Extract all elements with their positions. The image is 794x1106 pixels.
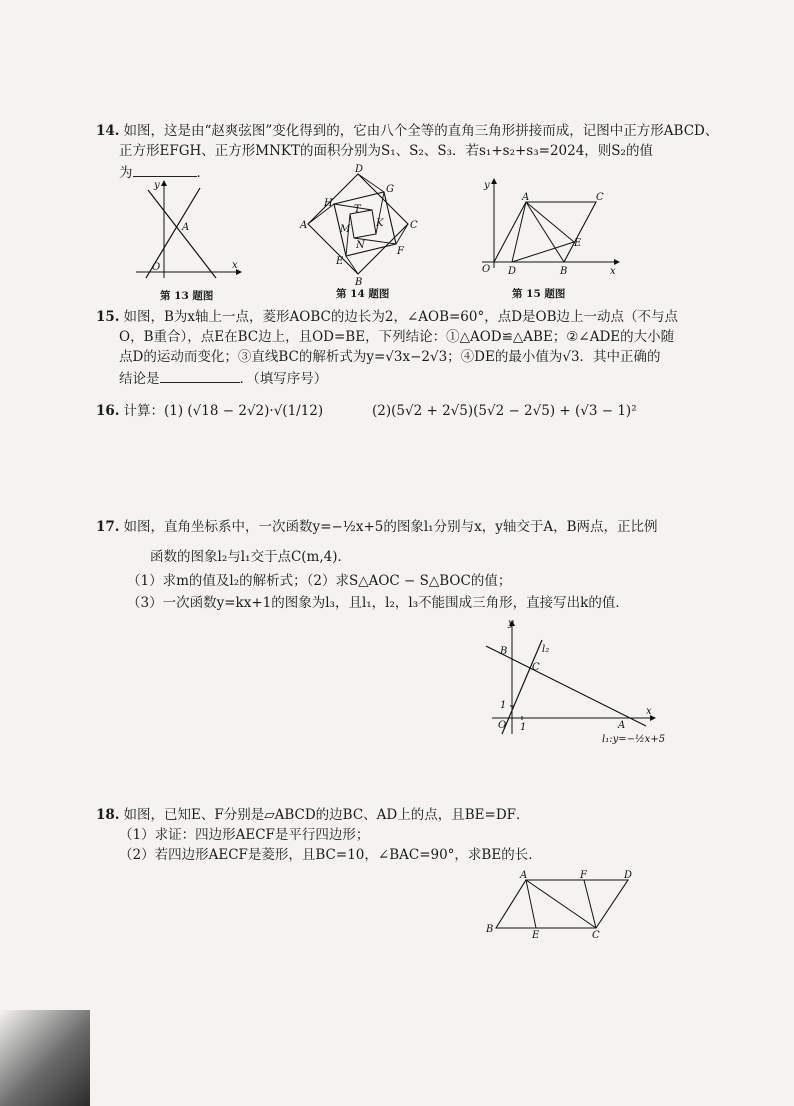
fig14-label-k: K <box>376 218 384 229</box>
q17-line4: （3）一次函数y=kx+1的图象为l₃，且l₁，l₂，l₃不能围成三角形，直接写出k的值． <box>127 595 629 611</box>
fig17-label-x: x <box>646 706 652 717</box>
q15-number: 15. <box>96 309 120 325</box>
q17-line3: （1）求m的值及l₂的解析式；（2）求S△AOC − S△BOC的值； <box>127 573 512 589</box>
q14-line2: 正方形EFGH、正方形MNKT的面积分别为S₁、S₂、S₃．若s₁+s₂+s₃=2024，则S₂的值 <box>119 143 653 159</box>
figure-17 <box>478 618 668 744</box>
q14-answer-blank[interactable] <box>133 162 197 177</box>
fig18-label-b: B <box>486 924 494 935</box>
fig13-label-o: O <box>152 262 161 273</box>
fig15-label-e: E <box>574 238 582 249</box>
fig17-label-y: y <box>508 618 514 629</box>
q16-number: 16. <box>96 403 120 419</box>
q17-number: 17. <box>96 519 120 535</box>
fig14-label-f: F <box>397 246 404 257</box>
q16-part1: 计算：(1) (√18 − 2√2)·√(1/12) <box>123 403 324 419</box>
fig18-parallelogram-abcd <box>496 880 628 928</box>
fig18-label-f: F <box>580 870 587 881</box>
fig15-label-c: C <box>596 192 604 203</box>
q17-line2: 函数的图象l₂与l₁交于点C(m,4)． <box>150 549 352 565</box>
fig14-label-e: E <box>336 256 344 267</box>
fig17-label-c: C <box>532 662 540 673</box>
fig14-label-b: B <box>355 277 363 288</box>
fig13-label-x: x <box>232 260 238 271</box>
fig14-label-d: D <box>355 164 364 175</box>
q18-line1: 18. 如图，已知E、F分别是▱ABCD的边BC、AD上的点，且BE=DF． <box>96 807 530 823</box>
q14-line3: 为 ． <box>119 162 210 182</box>
q18-line2: （1）求证：四边形AECF是平行四边形； <box>119 827 370 843</box>
fig13-label-y: y <box>154 180 160 191</box>
fig14-label-h: H <box>324 198 333 209</box>
q17-line1: 17. 如图，直角坐标系中，一次函数y=−½x+5的图象l₁分别与x，y轴交于A，B两点，正比例 <box>96 519 658 535</box>
fig15-label-d: D <box>508 266 517 277</box>
fig15-label-y: y <box>484 180 490 191</box>
fig13-label-a: A <box>182 222 190 233</box>
q15-line3: 点D的运动而变化；③直线BC的解析式为y=√3x−2√3；④DE的最小值为√3．其中正确的 <box>119 349 661 365</box>
figure-13 <box>128 178 243 280</box>
fig14-label-a: A <box>300 220 308 231</box>
figure-14 <box>300 164 420 288</box>
fig14-caption: 第 14 题图 <box>336 288 390 300</box>
q14-number: 14. <box>96 123 120 139</box>
fig17-label-one-y: 1 <box>500 700 507 711</box>
q15-line4: 结论是 ．（填写序号） <box>119 368 327 388</box>
scan-corner-shadow <box>0 1010 90 1106</box>
fig15-label-x: x <box>610 266 616 277</box>
q18-line3: （2）若四边形AECF是菱形，且BC=10，∠BAC=90°，求BE的长． <box>119 847 542 863</box>
fig18-label-a: A <box>520 870 528 881</box>
fig18-label-e: E <box>532 930 540 941</box>
q15-line2: O，B重合），点E在BC边上，且OD=BE，下列结论：①△AOD≌△ABE；②∠ADE的大小随 <box>119 329 675 345</box>
fig18-label-d: D <box>624 870 633 881</box>
q15-line1: 15. 如图，B为x轴上一点，菱形AOBC的边长为2，∠AOB=60°，点D是OB边上一动点（不与点 <box>96 309 679 325</box>
fig15-label-o: O <box>482 264 491 275</box>
fig17-label-b: B <box>500 646 508 657</box>
fig17-label-o: O <box>498 720 507 731</box>
fig15-label-a: A <box>522 192 530 203</box>
fig17-label-l2: l₂ <box>542 644 550 655</box>
figure-18 <box>484 868 640 940</box>
q16-line <box>96 402 323 420</box>
fig18-label-c: C <box>592 930 600 941</box>
fig14-label-c: C <box>410 220 418 231</box>
fig14-label-t: T <box>354 204 361 215</box>
fig15-label-b: B <box>560 266 568 277</box>
fig14-label-n: N <box>356 240 365 251</box>
fig13-caption: 第 13 题图 <box>160 290 214 302</box>
fig17-label-l1: l₁:y=−½x+5 <box>602 734 666 745</box>
fig17-label-one-x: 1 <box>520 722 527 733</box>
q15-answer-blank[interactable] <box>160 368 240 383</box>
fig15-caption: 第 15 题图 <box>512 288 566 300</box>
q16-part2: (2)(5√2 + 2√5)(5√2 − 2√5) + (√3 − 1)² <box>372 403 637 419</box>
fig14-label-m: M <box>340 224 351 235</box>
fig14-label-g: G <box>386 184 394 195</box>
fig17-label-a: A <box>618 720 626 731</box>
figure-15 <box>470 178 620 278</box>
q18-number: 18. <box>96 807 120 823</box>
q14-line1: 14. 如图，这是由“赵爽弦图”变化得到的，它由八个全等的直角三角形拼接而成，记图中正方形ABCD、 <box>96 123 719 139</box>
